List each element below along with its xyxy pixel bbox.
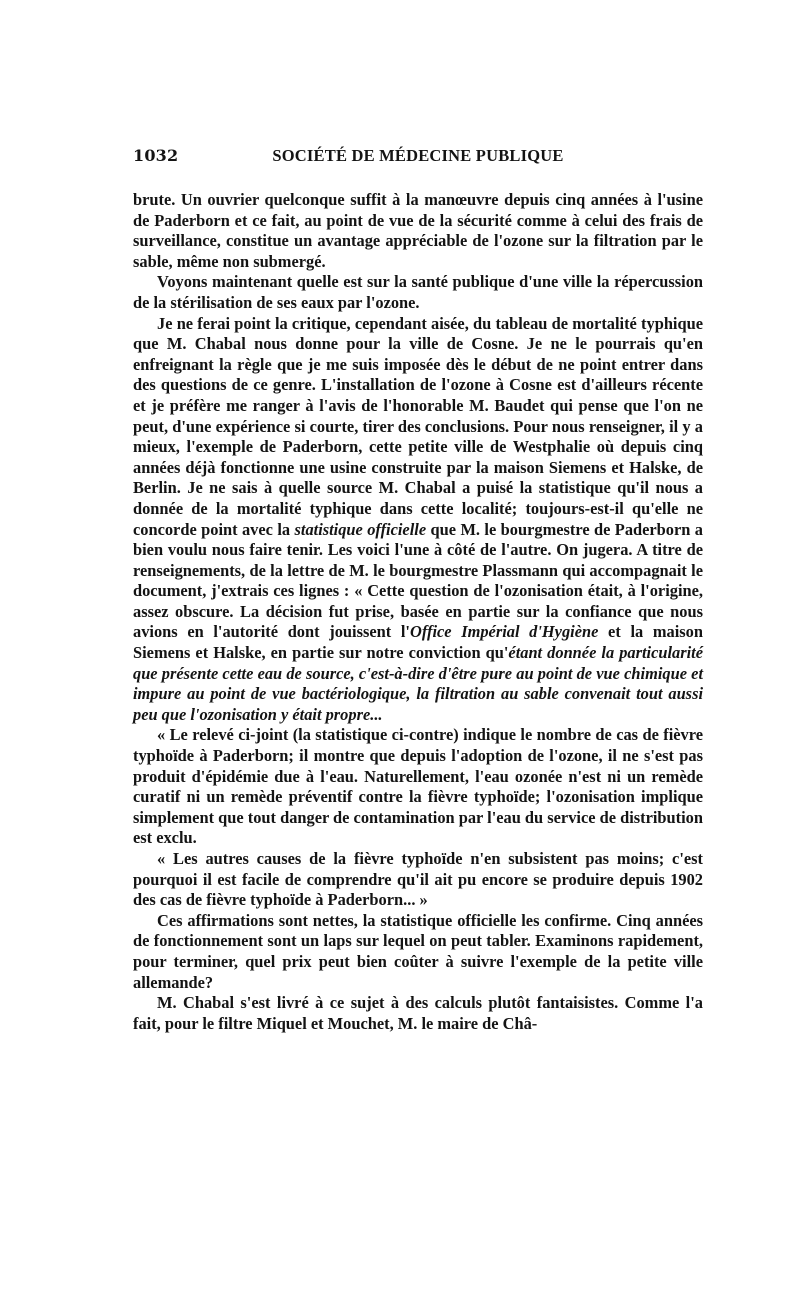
italic-text-segment: statistique officielle: [294, 519, 427, 539]
paragraph: [133, 993, 703, 1034]
page-header: [133, 146, 703, 172]
running-title: SOCIÉTÉ DE MÉDECINE PUBLIQUE: [272, 146, 564, 165]
italic-text-segment: Office Impérial d'Hygiène: [409, 622, 599, 642]
document-page: [133, 146, 703, 1034]
paragraph: [133, 272, 703, 313]
paragraph: [133, 314, 703, 726]
text-segment: « Les autres causes de la fièvre typhoïde n'en subsistent pas moins; c'est pourquoi il est facile de comprendre qu'il ait pu encore se produire depuis 1902 des cas de fièvre typhoïde à Paderborn... »: [133, 849, 703, 910]
paragraph: [133, 725, 703, 849]
text-segment: Je ne ferai point la critique, cependant aisée, du tableau de mortalité typhique que M. Chabal nous donne pour la ville de Cosne. Je ne le pourrais qu'en enfreignant la règle que je me suis imposée dès le début de ne point entrer dans des questions de ce genre. L'installation de l'ozone à Cosne est d'ailleurs récente et je préfère me ranger à l'avis de l'honorable M. Baudet qui pense que l'on ne peut, d'une expérience si courte, tirer des conclusions. Pour nous renseigner, il y a mieux, l'exemple de Paderborn, cette petite ville de Westphalie où depuis cinq années déjà fonctionne une usine construite par la maison Siemens et Halske, de Berlin. Je ne sais à quelle source M. Chabal a puisé la statistique qu'il nous a donnée de la mortalité typhique dans cette localité; toujours-est-il qu'elle ne concorde point avec la: [133, 313, 703, 539]
paragraph: [133, 911, 703, 993]
page-number: 1032: [133, 146, 179, 165]
body-text: [133, 190, 703, 1034]
text-segment: brute. Un ouvrier quelconque suffit à la manœuvre depuis cinq années à l'usine de Paderborn et ce fait, au point de vue de la sécurité comme à celui des frais de surveillance, constitue un avantage appréciable de l'ozone sur la filtration par le sable, même non submergé.: [133, 190, 703, 271]
text-segment: et la maison Siemens et Halske, en partie sur notre conviction qu': [133, 622, 703, 663]
paragraph: [133, 849, 703, 911]
paragraph: [133, 190, 703, 272]
text-segment: « Le relevé ci-joint (la statistique ci-contre) indique le nombre de cas de fièvre typhoïde à Paderborn; il montre que depuis l'adoption de l'ozone, il ne s'est pas produit d'épidémie due à l'eau. Naturellement, l'eau ozonée n'est ni un remède curatif ni un remède préventif contre la fièvre typhoïde; l'ozonisation implique simplement que tout danger de contamination par l'eau du service de distribution est exclu.: [133, 725, 703, 848]
text-segment: que M. le bourgmestre de Paderborn a bien voulu nous faire tenir. Les voici l'une à côté de l'autre. On jugera. A titre de renseignements, de la lettre de M. le bourgmestre Plassmann qui accompagnait le document, j'extrais ces lignes : « Cette question de l'ozonisation était, à l'origine, assez obscure. La décision fut prise, basée en partie sur la confiance que nous avions en l'autorité dont jouissent l': [133, 519, 703, 642]
text-segment: Voyons maintenant quelle est sur la santé publique d'une ville la répercussion de la stérilisation de ses eaux par l'ozone.: [133, 272, 703, 312]
italic-text-segment: étant donnée la particularité que présente cette eau de source, c'est-à-dire d'être pure au point de vue chimique et impure au point de vue bactériologique, la filtration au sable convenait tout aussi peu que l'ozonisation y était propre...: [133, 643, 703, 724]
text-segment: M. Chabal s'est livré à ce sujet à des calculs plutôt fantaisistes. Comme l'a fait, pour le filtre Miquel et Mouchet, M. le maire de Châ-: [133, 993, 703, 1033]
text-segment: Ces affirmations sont nettes, la statistique officielle les confirme. Cinq années de fonctionnement sont un laps sur lequel on peut tabler. Examinons rapidement, pour terminer, quel prix peut bien coûter à suivre l'exemple de la petite ville allemande?: [133, 910, 703, 992]
